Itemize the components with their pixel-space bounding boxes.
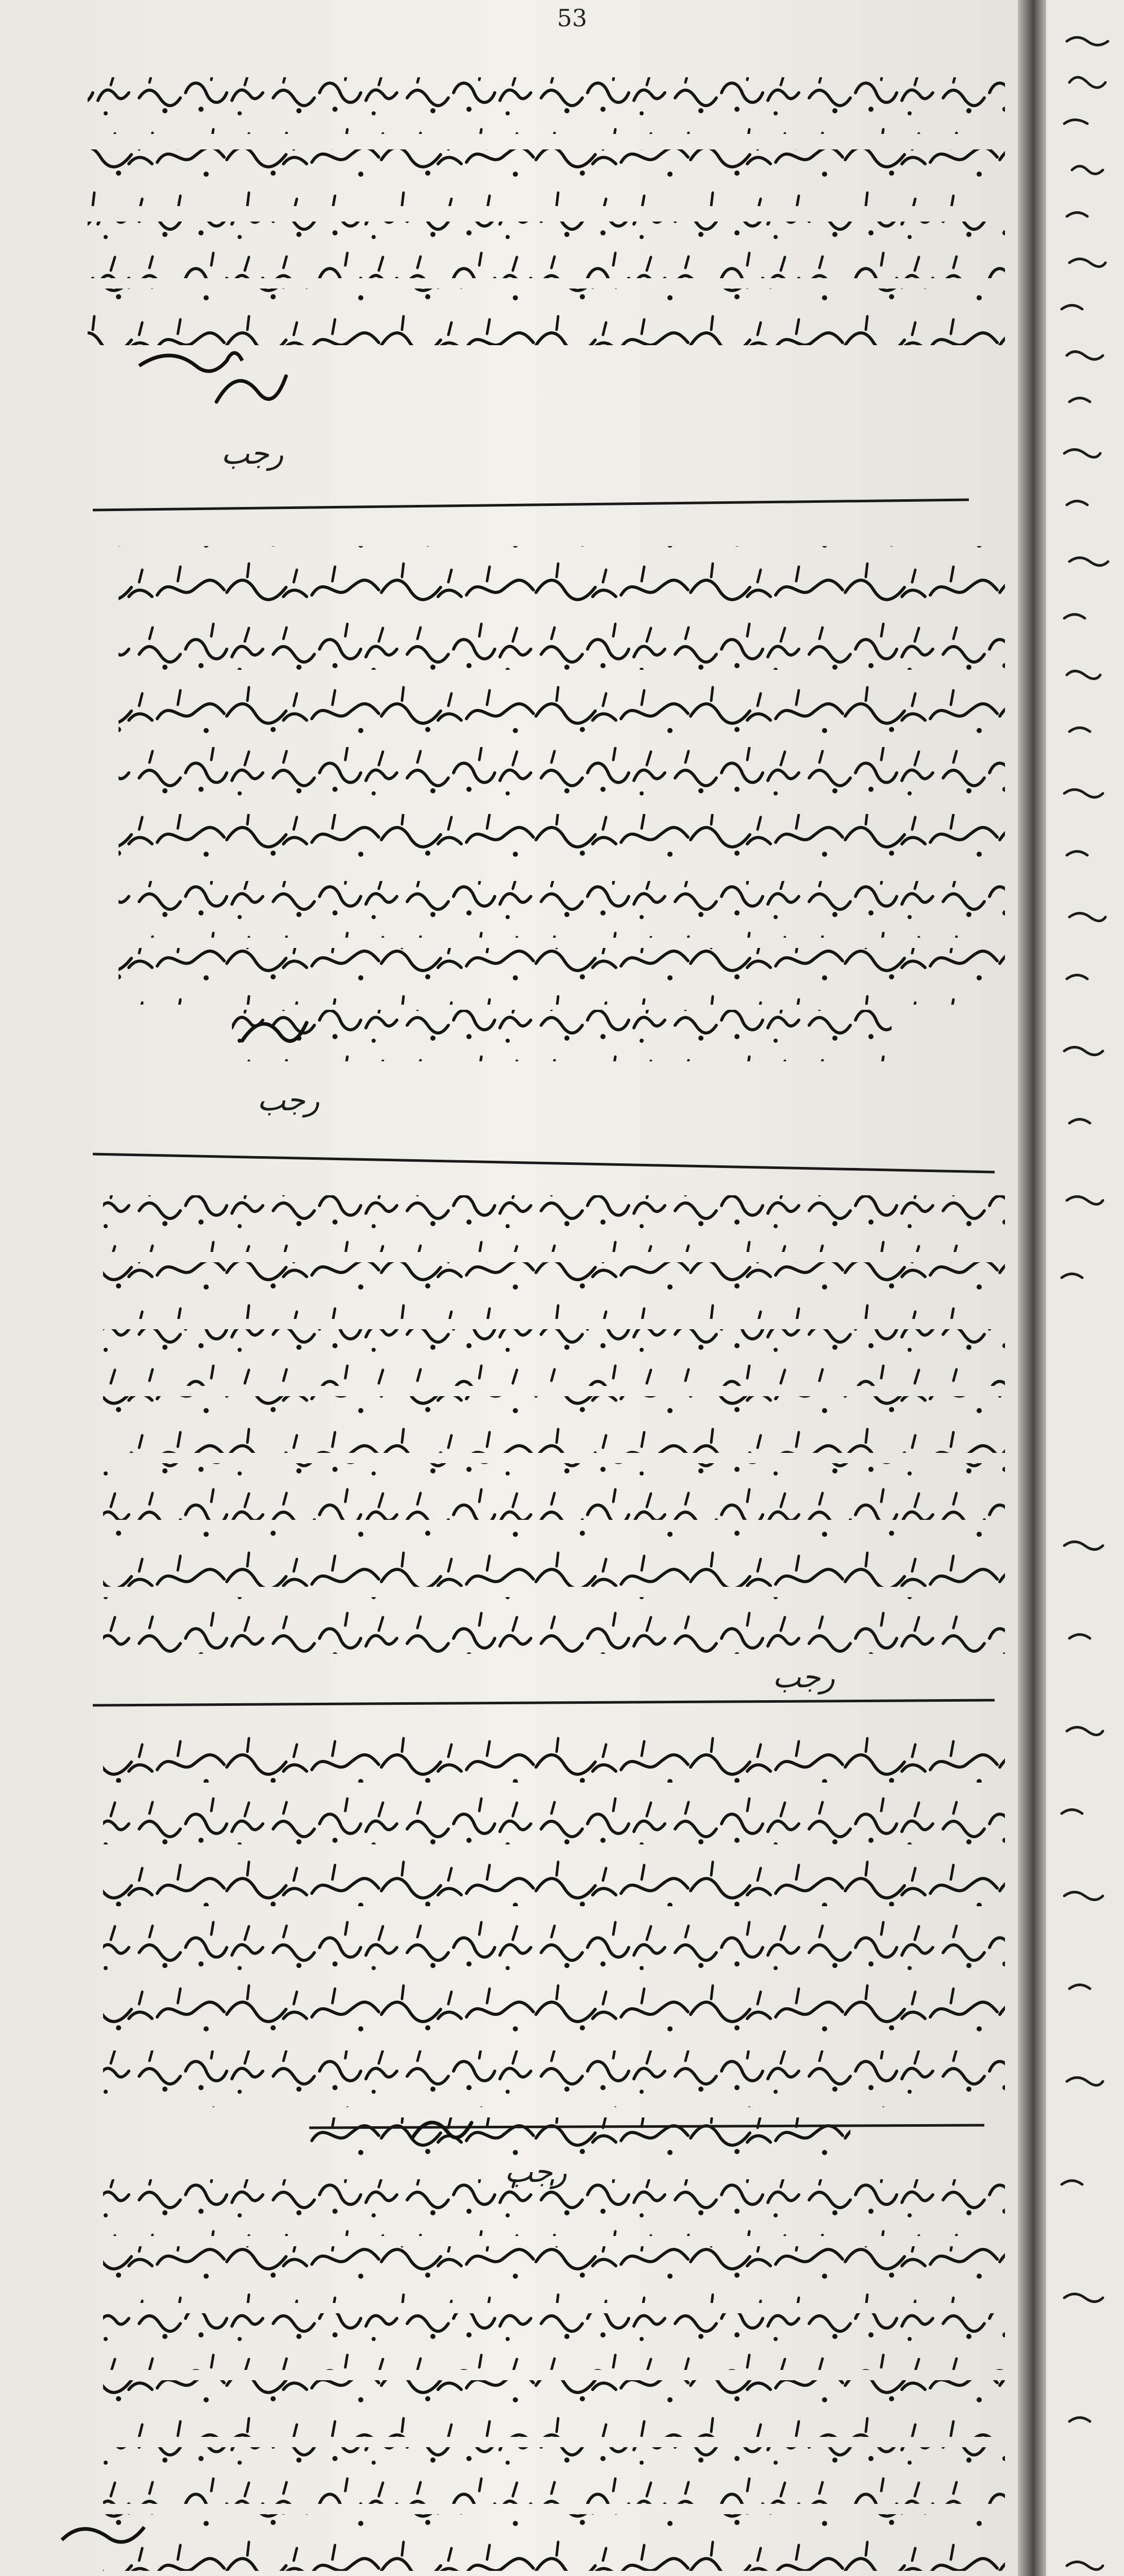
entry-2-label: رجب (257, 1082, 320, 1117)
entry-3-text (103, 1195, 1005, 1654)
entry-1-label: رجب (221, 436, 283, 471)
page-number: 53 (557, 4, 588, 32)
entry-4-label: رجب (505, 2154, 567, 2189)
entry-3-label: رجب (773, 1659, 835, 1694)
entry-4-text (103, 1726, 1005, 2169)
entry-2-text (119, 546, 1005, 1061)
entry-1-text (88, 77, 1005, 371)
